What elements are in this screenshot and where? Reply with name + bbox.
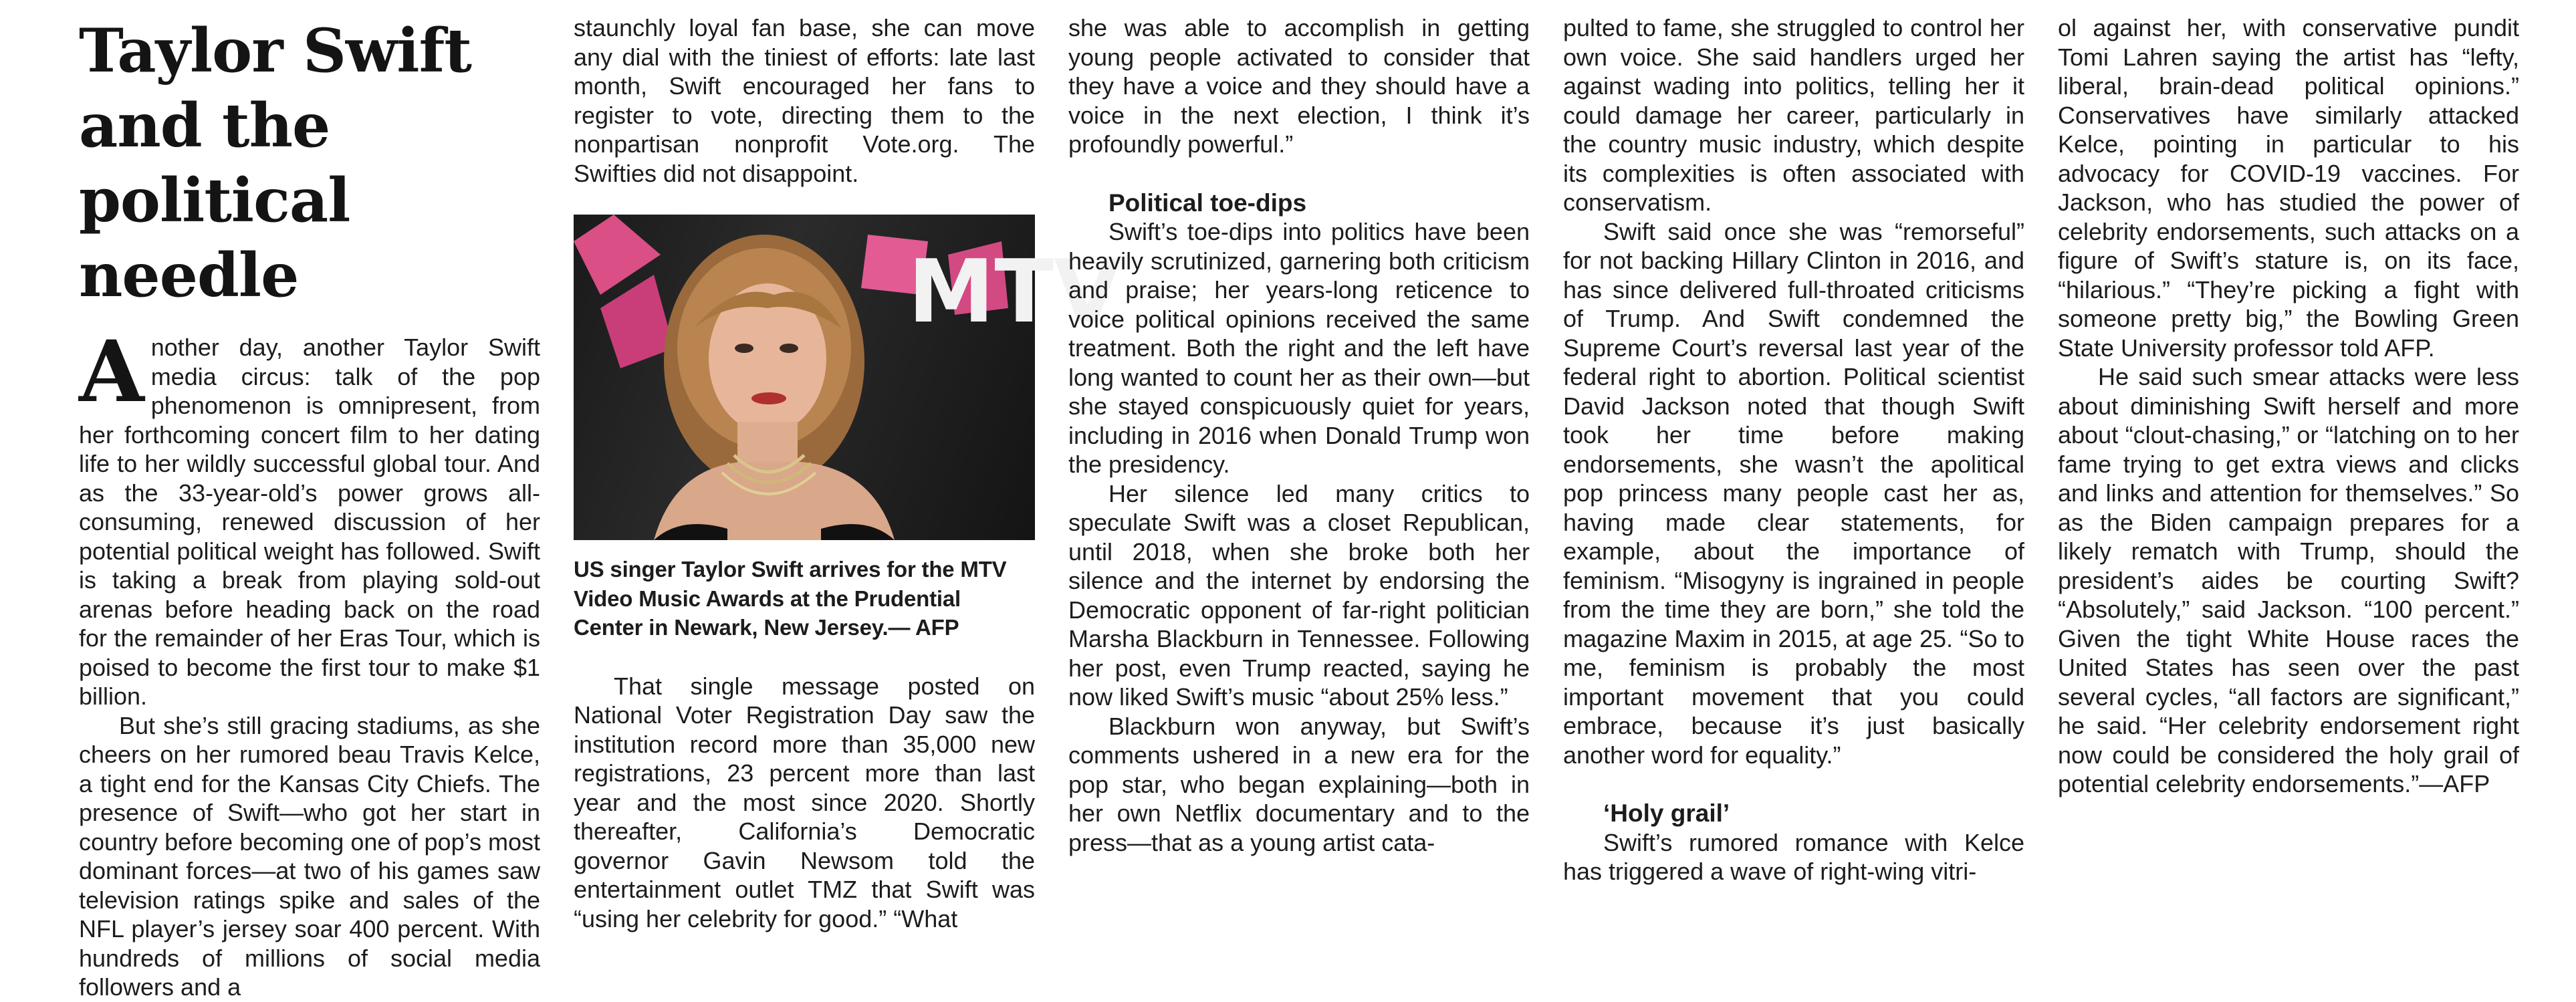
paragraph: staunchly loyal fan base, she can move any dial with the tiniest of efforts: late last month, Swift encouraged her fans to register to vote, directing them to the nonpartisan nonprofit Vote.org. The Swifties did not disappoint. [574, 14, 1035, 187]
paragraph: Swift’s rumored romance with Kelce has triggered a wave of right-wing vitri- [1563, 828, 2024, 885]
paragraph: ol against her, with conservative pundit Tomi Lahren saying the artist has “lefty, liberal, brain-dead political opinions.” Conservatives have similarly attacked Kelce, pointing in particular to his advocacy for COVID-19 vaccines. For Jackson, who has studied the power of celebrity endorsements, such attacks on a figure of Swift’s stature is, on its face, “hilarious.” “They’re picking a fight with someone pretty big,” the Bowling Green State University professor told AFP. [2058, 14, 2519, 362]
subheading: ‘Holy grail’ [1603, 799, 1730, 827]
paragraph-text: nother day, another Taylor Swift media circus: talk of the pop phenomenon is omnipresent, from her forthcoming concert film to her dating life to her wildly successful global tour. And as the 33-year-old’s power grows all-consuming, renewed discussion of her potential political weight has followed. Swift is taking a break from playing sold-out arenas before heading back on the road for the remainder of her Eras Tour, which is poised to become the first tour to make $1 billion. [79, 334, 540, 710]
headline-line-3: political needle [79, 165, 350, 311]
headline [79, 13, 540, 313]
paragraph: That single message posted on National Voter Registration Day saw the institution record more than 35,000 new registrations, 23 percent more than last year and the most since 2020. Shortly thereafter, California’s Democratic governor Gavin Newsom told the entertainment outlet TMZ that Swift was “using her celebrity for good.” “What [574, 672, 1035, 932]
paragraph: He said such smear attacks were less about diminishing Swift herself and more about “clout-chasing,” or “latching on to her fame trying to get extra views and clicks and links and attention for themselves.” So as the Biden campaign prepares for a likely rematch with Trump, should the president’s aides be courting Swift? “Absolutely,” said Jackson. “100 percent.” Given the tight White House races the United States has seen over the past several cycles, “all factors are significant,” he said. “Her celebrity endorsement right now could be considered the holy grail of potential celebrity endorsements.”—AFP [2058, 363, 2519, 797]
paragraph: Swift said once she was “remorseful” for not backing Hillary Clinton in 2016, and has since delivered full-throated criticisms of Trump. And Swift condemned the Supreme Court’s reversal last year of the federal right to abortion. Political scientist David Jackson noted that though Swift took her time before making endorsements, she wasn’t the apolitical pop princess many people cast her as, having made clear statements, for example, about the importance of feminism. “Misogyny is ingrained in people from the time they are born,” she told the magazine Maxim in 2015, at age 25. “So to me, feminism is probably the most important movement that you could embrace, because it’s just basically another word for equality.” [1563, 217, 2024, 769]
column-2 [574, 13, 1121, 933]
paragraph: But she’s still gracing stadiums, as she cheers on her rumored beau Travis Kelce, a tight end for the Kansas City Chiefs. The presence of Swift—who got her start in country before becoming one of pop’s most dominant forces—at two of his games saw television ratings spike and sales of the NFL player’s jersey soar 400 percent. With hundreds of millions of social media followers and a [79, 711, 540, 1001]
photo-illustration [574, 215, 1121, 540]
paragraph: pulted to fame, she struggled to control her own voice. She said handlers urged her against wading into politics, telling her it could damage her career, particularly in the country music industry, which despite its complexities is often associated with conservatism. [1563, 14, 2024, 216]
photo-caption: US singer Taylor Swift arrives for the MTV Video Music Awards at the Prudential Center in Newark, New Jersey.— AFP [574, 557, 1007, 640]
paragraph: Swift’s toe-dips into politics have been heavily scrutinized, garnering both criticism and praise; her years-long reticence to voice political opinions received the same treatment. Both the right and the left have long wanted to count her as their own—but she stayed conspicuously quiet for years, including in 2016 when Donald Trump won the presidency. [1068, 218, 1530, 478]
column-1 [79, 13, 540, 1002]
drop-cap: A [79, 322, 144, 421]
headline-line-2: and the [79, 90, 330, 161]
paragraph [79, 322, 540, 711]
column-5 [2058, 13, 2519, 799]
headline-line-1: Taylor Swift [79, 15, 471, 86]
paragraph: Blackburn won anyway, but Swift’s comments ushered in a new era for the pop star, who began explaining—both in her own Netflix documentary and to the press—that as a young artist cata- [1068, 712, 1530, 856]
paragraph: Her silence led many critics to speculate Swift was a closet Republican, until 2018, when she broke both her silence and the internet by endorsing the Democratic opponent of far-right politician Marsha Blackburn in Tennessee. Following her post, even Trump reacted, saying he now liked Swift’s music “about 25% less.” [1068, 479, 1530, 711]
paragraph: she was able to accomplish in getting young people activated to consider that they have a voice and they should have a voice in the next election, I think it’s profoundly powerful.” [1068, 14, 1530, 158]
column-3 [1068, 13, 1530, 857]
article-photo [574, 215, 1121, 540]
column-4 [1563, 13, 2024, 886]
mtv-logo: MTV [908, 241, 1121, 342]
subheading: Political toe-dips [1108, 189, 1307, 217]
